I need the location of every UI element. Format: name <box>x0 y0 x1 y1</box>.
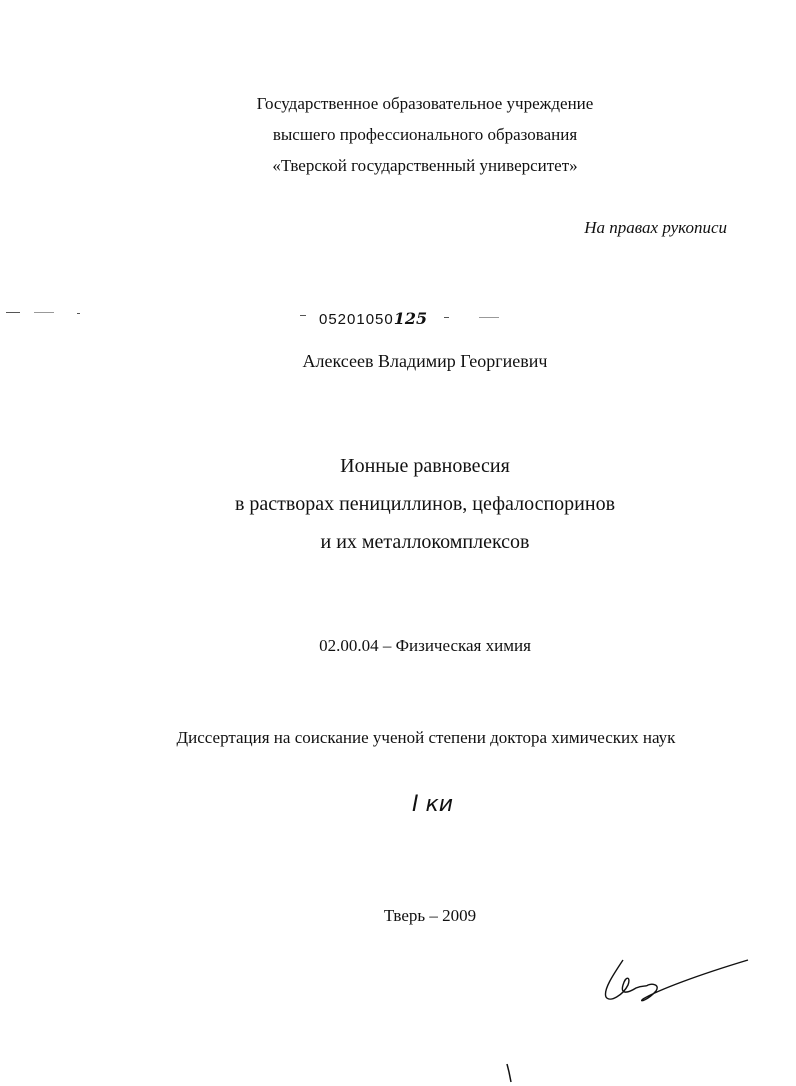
registration-stamp <box>319 309 427 329</box>
title-line-3: и их металлокомплексов <box>320 531 530 553</box>
institution-line-3: «Тверской государственный университет» <box>272 156 578 175</box>
scan-artifact <box>300 315 306 316</box>
scan-mark <box>504 1062 514 1084</box>
author-name: Алексеев Владимир Георгиевич <box>302 351 548 371</box>
scan-artifact <box>77 313 80 314</box>
scan-artifact <box>444 317 449 318</box>
registration-number: 05201050 <box>319 311 394 328</box>
manuscript-note: На правах рукописи <box>584 218 727 237</box>
institution-line-1: Государственное образовательное учреждение <box>256 94 594 113</box>
specialty: 02.00.04 – Физическая химия <box>319 636 531 655</box>
city-year: Тверь – 2009 <box>383 906 477 925</box>
scan-artifact <box>6 312 20 313</box>
scan-artifact <box>479 317 499 318</box>
signature <box>598 955 753 1010</box>
title-line-1: Ионные равновесия <box>340 455 510 477</box>
registration-suffix: 125 <box>393 309 428 328</box>
degree-statement: Диссертация на соискание ученой степени доктора химических наук <box>176 728 676 747</box>
scan-artifact <box>34 312 54 313</box>
institution-line-2: высшего профессионального образования <box>272 125 578 144</box>
volume-mark: I ки <box>412 792 454 817</box>
title-line-2: в растворах пенициллинов, цефалоспоринов <box>234 493 616 515</box>
